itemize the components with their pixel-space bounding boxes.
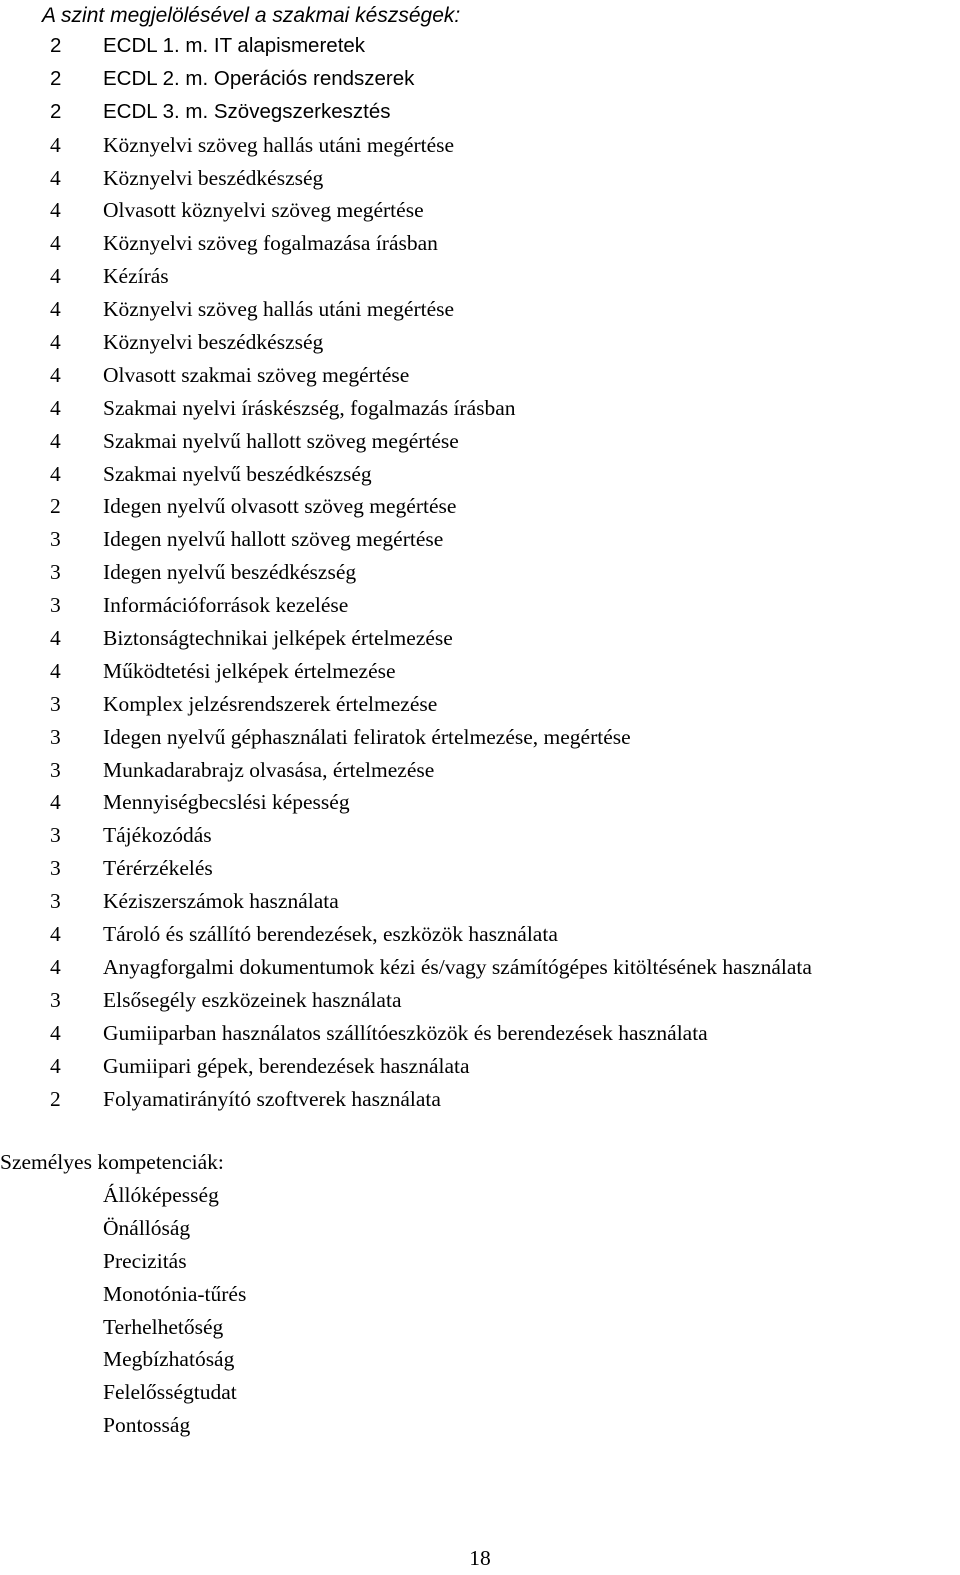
skill-text: Kéziszerszámok használata (103, 889, 339, 914)
skill-text: Gumiipari gépek, berendezések használata (103, 1053, 470, 1078)
skill-text: ECDL 3. m. Szövegszerkesztés (103, 99, 391, 123)
skill-level: 4 (50, 790, 61, 815)
skill-text: Elsősegély eszközeinek használata (103, 987, 402, 1012)
competency-item: Állóképesség (103, 1183, 219, 1207)
section-heading: A szint megjelölésével a szakmai készségek: (42, 4, 461, 27)
skill-level: 4 (50, 165, 61, 190)
personal-competencies-title: Személyes kompetenciák: (0, 1150, 224, 1174)
skill-level: 4 (50, 1053, 61, 1078)
skill-level: 4 (50, 658, 61, 683)
skill-text: Munkadarabrajz olvasása, értelmezése (103, 757, 435, 782)
skill-text: Idegen nyelvű olvasott szöveg megértése (103, 494, 457, 519)
skill-level: 4 (50, 132, 61, 157)
skill-text: Tájékozódás (103, 823, 212, 848)
skill-text: Szakmai nyelvi íráskészség, fogalmazás írásban (103, 395, 516, 420)
skill-text: Köznyelvi beszédkészség (103, 330, 324, 355)
skill-text: Térérzékelés (103, 856, 213, 881)
skill-level: 2 (50, 494, 61, 519)
skill-level: 4 (50, 198, 61, 223)
competency-item: Megbízhatóság (103, 1347, 235, 1372)
skill-level: 2 (50, 1086, 61, 1111)
competency-item: Önállóság (103, 1215, 191, 1240)
page-number: 18 (469, 1546, 491, 1570)
skill-level: 2 (50, 99, 62, 123)
competency-item: Felelősségtudat (103, 1380, 237, 1405)
skill-text: Köznyelvi szöveg hallás utáni megértése (103, 297, 455, 322)
competency-item: Pontosság (103, 1413, 191, 1438)
competency-item: Precizitás (103, 1248, 187, 1273)
skill-text: Komplex jelzésrendszerek értelmezése (103, 691, 438, 716)
skill-level: 3 (50, 560, 61, 585)
skill-level: 4 (50, 297, 61, 322)
skill-text: Olvasott köznyelvi szöveg megértése (103, 198, 424, 223)
skill-level: 2 (50, 34, 62, 57)
skill-text: Információforrások kezelése (103, 593, 349, 618)
skill-text: Kézírás (103, 264, 169, 289)
skill-text: Biztonságtechnikai jelképek értelmezése (103, 626, 453, 651)
competency-item: Terhelhetőség (103, 1314, 224, 1339)
skill-level: 3 (50, 856, 61, 881)
skill-text: Olvasott szakmai szöveg megértése (103, 362, 410, 387)
skill-level: 3 (50, 593, 61, 618)
skill-level: 4 (50, 231, 61, 256)
skill-text: Szakmai nyelvű hallott szöveg megértése (103, 428, 459, 453)
skill-level: 3 (50, 889, 61, 914)
competency-item: Monotónia-tűrés (103, 1281, 247, 1306)
skill-text: Tároló és szállító berendezések, eszközök használata (103, 922, 558, 947)
skill-text: Anyagforgalmi dokumentumok kézi és/vagy számítógépes kitöltésének használata (103, 954, 812, 979)
skill-text: ECDL 1. m. IT alapismeretek (103, 34, 366, 57)
skill-text: ECDL 2. m. Operációs rendszerek (103, 66, 415, 90)
skill-level: 2 (50, 66, 62, 90)
skill-level: 3 (50, 823, 61, 848)
skill-level: 3 (50, 724, 61, 749)
skill-level: 4 (50, 330, 61, 355)
skill-level: 4 (50, 626, 61, 651)
skill-text: Idegen nyelvű beszédkészség (103, 560, 357, 585)
skill-level: 4 (50, 428, 61, 453)
skill-text: Köznyelvi beszédkészség (103, 165, 324, 190)
skill-text: Köznyelvi szöveg hallás utáni megértése (103, 132, 455, 157)
skill-level: 3 (50, 691, 61, 716)
skill-level: 3 (50, 527, 61, 552)
skill-level: 4 (50, 954, 61, 979)
skill-text: Gumiiparban használatos szállítóeszközök és berendezések használata (103, 1020, 708, 1045)
personal-competencies-list (103, 1179, 246, 1442)
skill-level: 3 (50, 987, 61, 1012)
skill-text: Idegen nyelvű géphasználati feliratok értelmezése, megértése (103, 724, 631, 749)
skill-text: Köznyelvi szöveg fogalmazása írásban (103, 231, 438, 256)
skill-text: Működtetési jelképek értelmezése (103, 658, 396, 683)
skill-level: 4 (50, 461, 61, 486)
skill-text: Folyamatirányító szoftverek használata (103, 1086, 441, 1111)
skill-level: 3 (50, 757, 61, 782)
skill-level: 4 (50, 395, 61, 420)
skill-level: 4 (50, 264, 61, 289)
skill-level: 4 (50, 1020, 61, 1045)
skill-level: 4 (50, 362, 61, 387)
skill-text: Szakmai nyelvű beszédkészség (103, 461, 372, 486)
skill-text: Idegen nyelvű hallott szöveg megértése (103, 527, 444, 552)
skill-level: 4 (50, 922, 61, 947)
skill-text: Mennyiségbecslési képesség (103, 790, 350, 815)
